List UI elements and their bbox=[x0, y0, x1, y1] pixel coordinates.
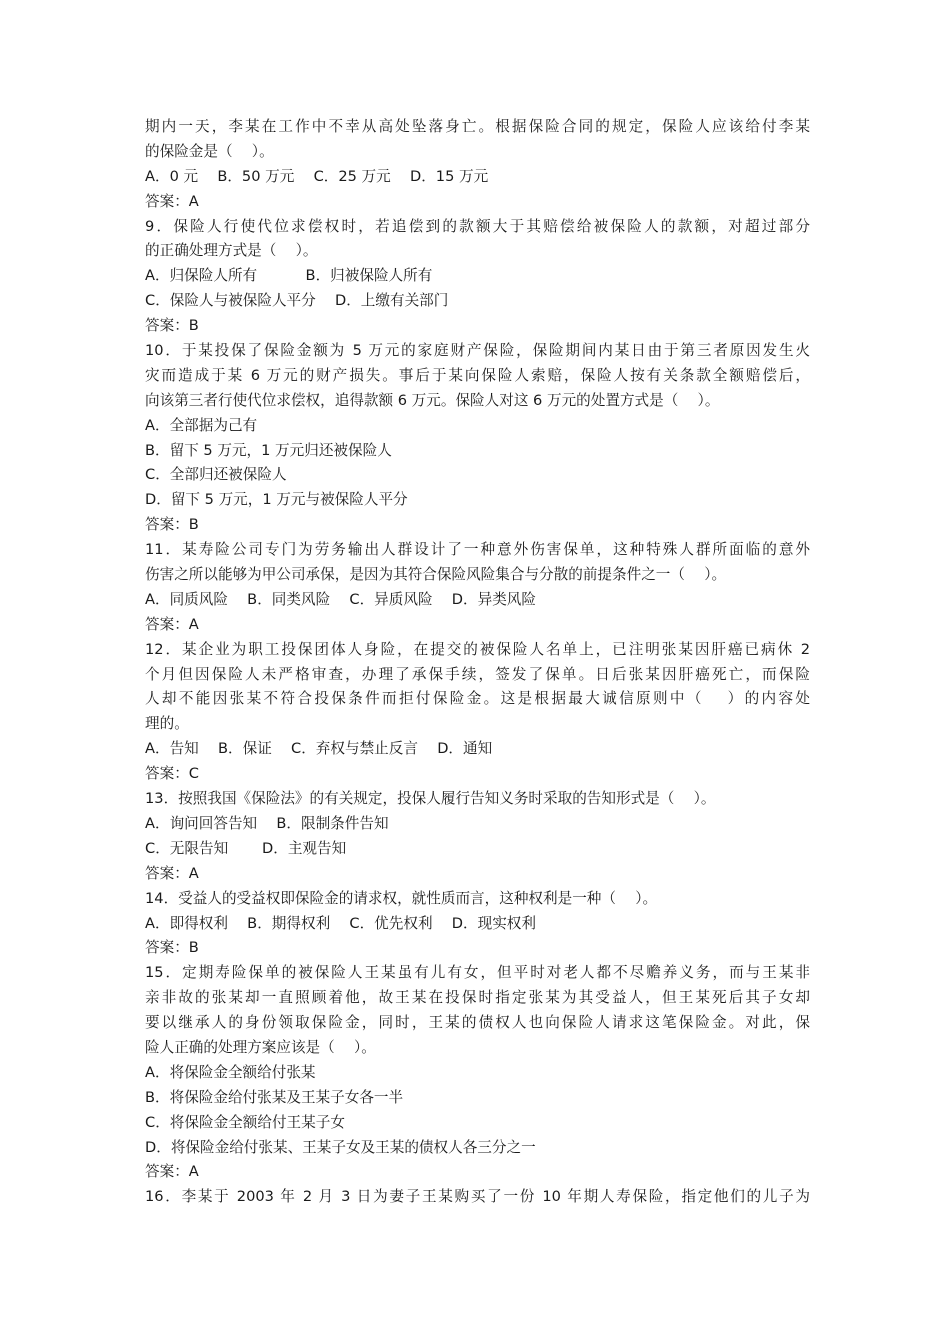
text-line: 理的。 bbox=[145, 715, 189, 733]
text-line: A．告知 B．保证 C．弃权与禁止反言 D．通知 bbox=[145, 740, 493, 758]
text-line: C．保险人与被保险人平分 D．上缴有关部门 bbox=[145, 292, 449, 310]
text-line: 个月但因保险人未严格审查，办理了承保手续，签发了保单。日后张某因肝癌死亡，而保险 bbox=[145, 665, 810, 683]
text-line: 要以继承人的身份领取保险金，同时，王某的债权人也向保险人请求这笔保险金。对此，保 bbox=[145, 1014, 810, 1032]
text-line: 的正确处理方式是（ ）。 bbox=[145, 242, 318, 260]
text-line: 答案：B bbox=[145, 516, 199, 534]
text-line: C．无限告知 D．主观告知 bbox=[145, 839, 347, 857]
document-body bbox=[145, 115, 810, 1210]
text-line: 9．保险人行使代位求偿权时，若追偿到的款额大于其赔偿给被保险人的款额，对超过部分 bbox=[145, 217, 810, 235]
text-line: 12．某企业为职工投保团体人身险，在提交的被保险人名单上，已注明张某因肝癌已病休 2 bbox=[145, 640, 810, 658]
text-line: A．0 元 B．50 万元 C．25 万元 D．15 万元 bbox=[145, 167, 489, 185]
text-line: C．全部归还被保险人 bbox=[145, 466, 287, 484]
text-line: D．将保险金给付张某、王某子女及王某的债权人各三分之一 bbox=[145, 1138, 536, 1156]
text-line: 16．李某于 2003 年 2 月 3 日为妻子王某购买了一份 10 年期人寿保险，指定他们的儿子为 bbox=[145, 1188, 810, 1206]
text-line: 答案：B bbox=[145, 317, 199, 335]
text-line: C．将保险金全额给付王某子女 bbox=[145, 1113, 345, 1131]
text-line: 期内一天，李某在工作中不幸从高处坠落身亡。根据保险合同的规定，保险人应该给付李某 bbox=[145, 118, 810, 135]
text-line: 答案：A bbox=[145, 864, 199, 882]
text-line: 13．按照我国《保险法》的有关规定，投保人履行告知义务时采取的告知形式是（ ）。 bbox=[145, 790, 716, 808]
text-line: 答案：A bbox=[145, 192, 199, 210]
text-line: 14．受益人的受益权即保险金的请求权，就性质而言，这种权利是一种（ ）。 bbox=[145, 889, 658, 907]
text-line: A．询问回答告知 B．限制条件告知 bbox=[145, 814, 389, 832]
text-line: 11．某寿险公司专门为劳务输出人群设计了一种意外伤害保单，这种特殊人群所面临的意外 bbox=[145, 541, 810, 559]
text-line: 10．于某投保了保险金额为 5 万元的家庭财产保险，保险期间内某日由于第三者原因发生火 bbox=[145, 342, 810, 360]
text-line: 答案：A bbox=[145, 615, 199, 633]
text-line: 答案：A bbox=[145, 1163, 199, 1181]
text-line: 答案：B bbox=[145, 939, 199, 957]
text-line: 亲非故的张某却一直照顾着他，故王某在投保时指定张某为其受益人，但王某死后其子女却 bbox=[145, 989, 810, 1007]
text-line: B．留下 5 万元，1 万元归还被保险人 bbox=[145, 441, 392, 459]
text-line: A．即得权利 B．期得权利 C．优先权利 D．现实权利 bbox=[145, 914, 536, 932]
text-line: 伤害之所以能够为甲公司承保，是因为其符合保险风险集合与分散的前提条件之一（ ）。 bbox=[145, 566, 727, 584]
text-line: 人却不能因张某不符合投保条件而拒付保险金。这是根据最大诚信原则中（ ）的内容处 bbox=[145, 690, 810, 708]
text-line: A．全部据为己有 bbox=[145, 416, 258, 434]
text-line: 的保险金是（ ）。 bbox=[145, 142, 274, 160]
text-line: 答案：C bbox=[145, 765, 199, 783]
text-line: B．将保险金给付张某及王某子女各一半 bbox=[145, 1088, 404, 1106]
text-line: D．留下 5 万元，1 万元与被保险人平分 bbox=[145, 491, 408, 509]
text-line: A．同质风险 B．同类风险 C．异质风险 D．异类风险 bbox=[145, 590, 536, 608]
text-line: A．将保险金全额给付张某 bbox=[145, 1063, 316, 1081]
text-line: 灾而造成于某 6 万元的财产损失。事后于某向保险人索赔，保险人按有关条款全额赔偿后， bbox=[145, 366, 810, 384]
text-line: 险人正确的处理方案应该是（ ）。 bbox=[145, 1038, 376, 1056]
text-line: 15．定期寿险保单的被保险人王某虽有儿有女，但平时对老人都不尽赡养义务，而与王某非 bbox=[145, 964, 810, 982]
text-line: 向该第三者行使代位求偿权，追得款额 6 万元。保险人对这 6 万元的处置方式是（ ）。 bbox=[145, 391, 720, 409]
text-line: A．归保险人所有 B．归被保险人所有 bbox=[145, 267, 433, 285]
